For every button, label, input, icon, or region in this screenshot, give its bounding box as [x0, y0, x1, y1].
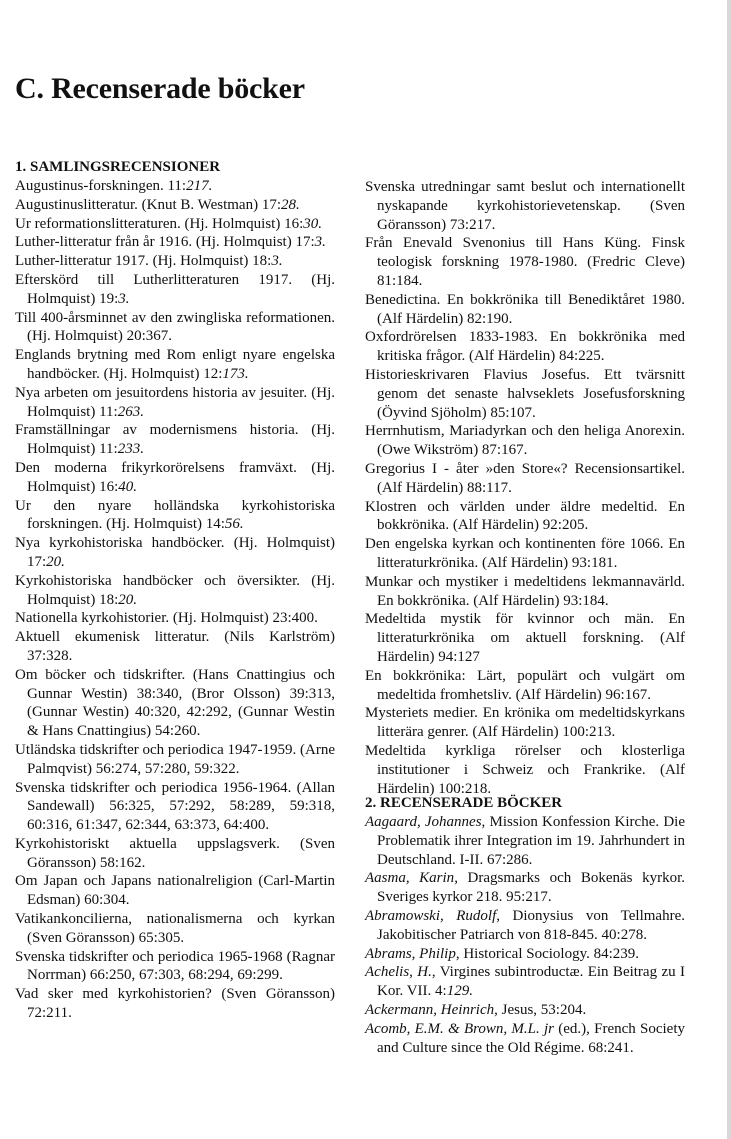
review-entry — [15, 609, 335, 628]
entry-italic-text: Aagaard, Johannes — [365, 814, 482, 830]
entry-text: Gregorius I - åter »den Store«? Recensionsartikel. (Alf Härdelin) 88:117. — [365, 460, 685, 496]
entry-italic-text: 3. — [271, 253, 283, 270]
entry-text: Den engelska kyrkan och kontinenten före 1066. En litteraturkrönika. (Alf Härdelin) 93:181. — [365, 536, 685, 571]
review-entry — [15, 459, 335, 497]
entry-text: En bokkrönika: Lärt, populärt och vulgärt om medeltida fromhetsliv. (Alf Härdelin) 96:167. — [365, 667, 685, 703]
entry-text: Om Japan och Japans nationalreligion (Carl-Martin Edsman) 60:304. — [15, 873, 335, 909]
review-entry — [15, 948, 335, 986]
book-entry — [365, 907, 685, 945]
entry-text: Augustinus-forskningen. 11: — [15, 178, 187, 194]
entry-italic-text: Abrams, Philip — [365, 945, 456, 962]
entry-text: Luther-litteratur 1917. (Hj. Holmquist) 18: — [15, 253, 272, 270]
entry-text: Nationella kyrkohistorier. (Hj. Holmquist) 23:400. — [15, 610, 318, 627]
review-entry — [365, 422, 685, 460]
review-entry — [365, 328, 685, 366]
entry-text: Historieskrivaren Flavius Josefus. Ett tvärsnitt genom det senaste halvseklets Josefusforskning (Öyvind Sjöholm) 85:107. — [365, 366, 685, 421]
entry-italic-text: 173. — [222, 365, 249, 382]
review-entry — [15, 572, 335, 610]
entry-italic-text: Ackermann, Heinrich — [365, 1001, 495, 1018]
left-column — [15, 157, 335, 1023]
entry-text: , Mission Konfession Kirche. Die Problematik ihrer Integration im 19. Jahrhundert in Deutschland. I-II. 67:286. — [377, 814, 685, 868]
entry-text: Medeltida kyrkliga rörelser och klosterliga institutioner i Schweiz och Frankrike. (Alf Härdelin) 100:218. — [365, 742, 685, 797]
book-entry — [365, 963, 685, 1001]
entry-text: Från Enevald Svenonius till Hans Küng. Finsk teologisk forskning 1978-1980. (Fredric Cleve) 81:184. — [365, 235, 685, 289]
review-entry — [15, 872, 335, 910]
entry-text: Utländska tidskrifter och periodica 1947-1959. (Arne Palmqvist) 56:274, 57:280, 59:322. — [15, 741, 335, 777]
entry-text: (ed.), French Society and Culture since the Old Régime. 68:241. — [377, 1020, 685, 1056]
entry-text: Kyrkohistoriskt aktuella uppslagsverk. (Sven Göransson) 58:162. — [15, 835, 335, 871]
entry-italic-text: 3. — [314, 234, 326, 251]
recenserade-bocker-list — [365, 813, 685, 1057]
review-entry — [15, 910, 335, 948]
review-entry — [365, 667, 685, 705]
page-edge — [727, 0, 731, 1139]
entry-text: Den moderna frikyrkorörelsens framväxt. (Hj. Holmquist) 16: — [15, 459, 335, 495]
review-entry — [365, 178, 685, 234]
review-entry — [15, 985, 335, 1023]
review-entry — [15, 741, 335, 779]
book-entry — [365, 869, 685, 907]
review-entry — [365, 573, 685, 611]
review-entry — [365, 366, 685, 422]
review-entry — [365, 460, 685, 498]
entry-italic-text: Abramowski, Rudolf — [365, 907, 497, 924]
entry-text: Herrnhutism, Mariadyrkan och den heliga Anorexin. (Owe Wikström) 87:167. — [365, 423, 685, 459]
recenserade-bocker-block — [365, 793, 685, 1057]
entry-italic-text: 263. — [117, 403, 144, 420]
review-entry — [365, 704, 685, 742]
review-entry — [15, 384, 335, 422]
review-entry — [15, 628, 335, 666]
entry-text: Svenska tidskrifter och periodica 1956-1964. (Allan Sandewall) 56:325, 57:292, 58:289, 59:318, 60:316, 61:347, 62:344, 63:373, 64:400. — [15, 779, 335, 834]
entry-text: , Dragsmarks och Bokenäs kyrkor. Sveriges kyrkor 218. 95:217. — [377, 870, 685, 906]
entry-text: Augustinuslitteratur. (Knut B. Westman) 17: — [15, 196, 281, 213]
entry-italic-text: 3. — [118, 290, 130, 307]
review-entry — [15, 835, 335, 873]
entry-italic-text: 30. — [303, 215, 323, 232]
entry-italic-text: 233. — [117, 441, 144, 458]
review-entry — [365, 498, 685, 536]
review-entry — [365, 742, 685, 798]
entry-text: Klostren och världen under äldre medeltid. En bokkrönika. (Alf Härdelin) 92:205. — [365, 498, 685, 534]
review-entry — [15, 309, 335, 347]
entry-text: Nya kyrkohistoriska handböcker. (Hj. Holmquist) 17: — [15, 535, 335, 570]
review-entry — [15, 421, 335, 459]
entry-text: , Historical Sociology. 84:239. — [455, 945, 640, 962]
entry-text: Munkar och mystiker i medeltidens lekmannavärld. En bokkrönika. (Alf Härdelin) 93:184. — [365, 573, 685, 609]
samlingsrecensioner-list — [15, 177, 335, 1023]
entry-text: Vatikankoncilierna, nationalismerna och kyrkan (Sven Göransson) 65:305. — [15, 911, 335, 946]
book-entry — [365, 945, 685, 964]
review-entry — [365, 610, 685, 666]
entry-text: Medeltida mystik för kvinnor och män. En litteraturkrönika om aktuell forskning. (Alf Härdelin) 94:127 — [365, 611, 685, 665]
entry-italic-text: Achelis, H. — [365, 964, 432, 981]
entry-italic-text: 28. — [281, 196, 300, 213]
entry-text: Englands brytning med Rom enligt nyare engelska handböcker. (Hj. Holmquist) 12: — [15, 347, 335, 382]
entry-italic-text: 129. — [446, 983, 473, 1000]
right-column — [365, 178, 685, 798]
entry-text: Kyrkohistoriska handböcker och översikter. (Hj. Holmquist) 18: — [15, 572, 335, 608]
book-entry — [365, 1001, 685, 1020]
review-entry — [15, 252, 335, 271]
entry-text: Ur den nyare holländska kyrkohistoriska forskningen. (Hj. Holmquist) 14: — [15, 497, 335, 533]
entry-text: Om böcker och tidskrifter. (Hans Cnattingius och Gunnar Westin) 38:340, (Bror Olsson) 39:313, (Gunnar Westin) 40:320, 42:292, (Gunnar Westin & Hans Cnattingius) 54:260. — [15, 666, 335, 740]
review-entry — [15, 346, 335, 384]
page-title: C. Recenserade böcker — [15, 72, 305, 105]
entry-text: Mysteriets medier. En krönika om medeltidskyrkans litterära genrer. (Alf Härdelin) 100:213. — [365, 705, 685, 741]
entry-text: Framställningar av modernismens historia. (Hj. Holmquist) 11: — [15, 422, 335, 458]
entry-text: Svenska tidskrifter och periodica 1965-1968 (Ragnar Norrman) 66:250, 67:303, 68:294, 69:299. — [15, 948, 335, 984]
book-entry — [365, 1020, 685, 1058]
entry-text: Svenska utredningar samt beslut och internationellt nyskapande kyrkohistorievetenskap. (Sven Göransson) 73:217. — [365, 179, 685, 233]
entry-text: Ur reformationslitteraturen. (Hj. Holmquist) 16: — [15, 215, 304, 232]
entry-text: , Jesus, 53:204. — [494, 1001, 587, 1018]
entry-italic-text: 40. — [118, 478, 138, 495]
review-entry — [15, 196, 335, 215]
entry-text: Benedictina. En bokkrönika till Benediktåret 1980. (Alf Härdelin) 82:190. — [365, 291, 685, 327]
entry-text: Aktuell ekumenisk litteratur. (Nils Karlström) 37:328. — [15, 629, 335, 664]
samlingsrecensioner-list-continued — [365, 178, 685, 798]
book-entry — [365, 813, 685, 869]
entry-text: Efterskörd till Lutherlitteraturen 1917. (Hj. Holmquist) 19: — [15, 271, 335, 307]
review-entry — [15, 779, 335, 835]
entry-italic-text: 56. — [224, 516, 244, 533]
entry-italic-text: 20. — [118, 591, 138, 608]
entry-italic-text: Acomb, E.M. & Brown, M.L. jr — [365, 1020, 554, 1037]
review-entry — [15, 271, 335, 309]
review-entry — [15, 215, 335, 234]
entry-text: Oxfordrörelsen 1833-1983. En bokkrönika med kritiska frågor. (Alf Härdelin) 84:225. — [365, 329, 685, 365]
entry-text: Till 400-årsminnet av den zwingliska reformationen. (Hj. Holmquist) 20:367. — [15, 309, 335, 345]
review-entry — [15, 177, 335, 196]
entry-text: , Dionysius von Tellmahre. Jakobitischer Patriarch von 818-845. 40:278. — [377, 907, 685, 943]
review-entry — [365, 535, 685, 573]
review-entry — [15, 233, 335, 252]
entry-text: Luther-litteratur från år 1916. (Hj. Holmquist) 17: — [15, 234, 315, 251]
review-entry — [15, 497, 335, 535]
entry-italic-text: Aasma, Karin — [365, 870, 455, 887]
review-entry — [365, 234, 685, 290]
review-entry — [15, 666, 335, 741]
entry-text: Vad sker med kyrkohistorien? (Sven Göransson) 72:211. — [15, 986, 335, 1022]
section-title-samlingsrecensioner: 1. SAMLINGSRECENSIONER — [15, 159, 221, 175]
entry-italic-text: 217. — [186, 178, 213, 194]
entry-text: Nya arbeten om jesuitordens historia av jesuiter. (Hj. Holmquist) 11: — [15, 384, 335, 420]
section-title-recenserade-bocker: 2. RECENSERADE BÖCKER — [365, 795, 563, 811]
review-entry — [15, 534, 335, 572]
entry-text: , Virgines subintroductæ. Ein Beitrag zu I Kor. VII. 4: — [377, 964, 685, 1000]
entry-italic-text: 20. — [46, 553, 65, 570]
review-entry — [365, 291, 685, 329]
